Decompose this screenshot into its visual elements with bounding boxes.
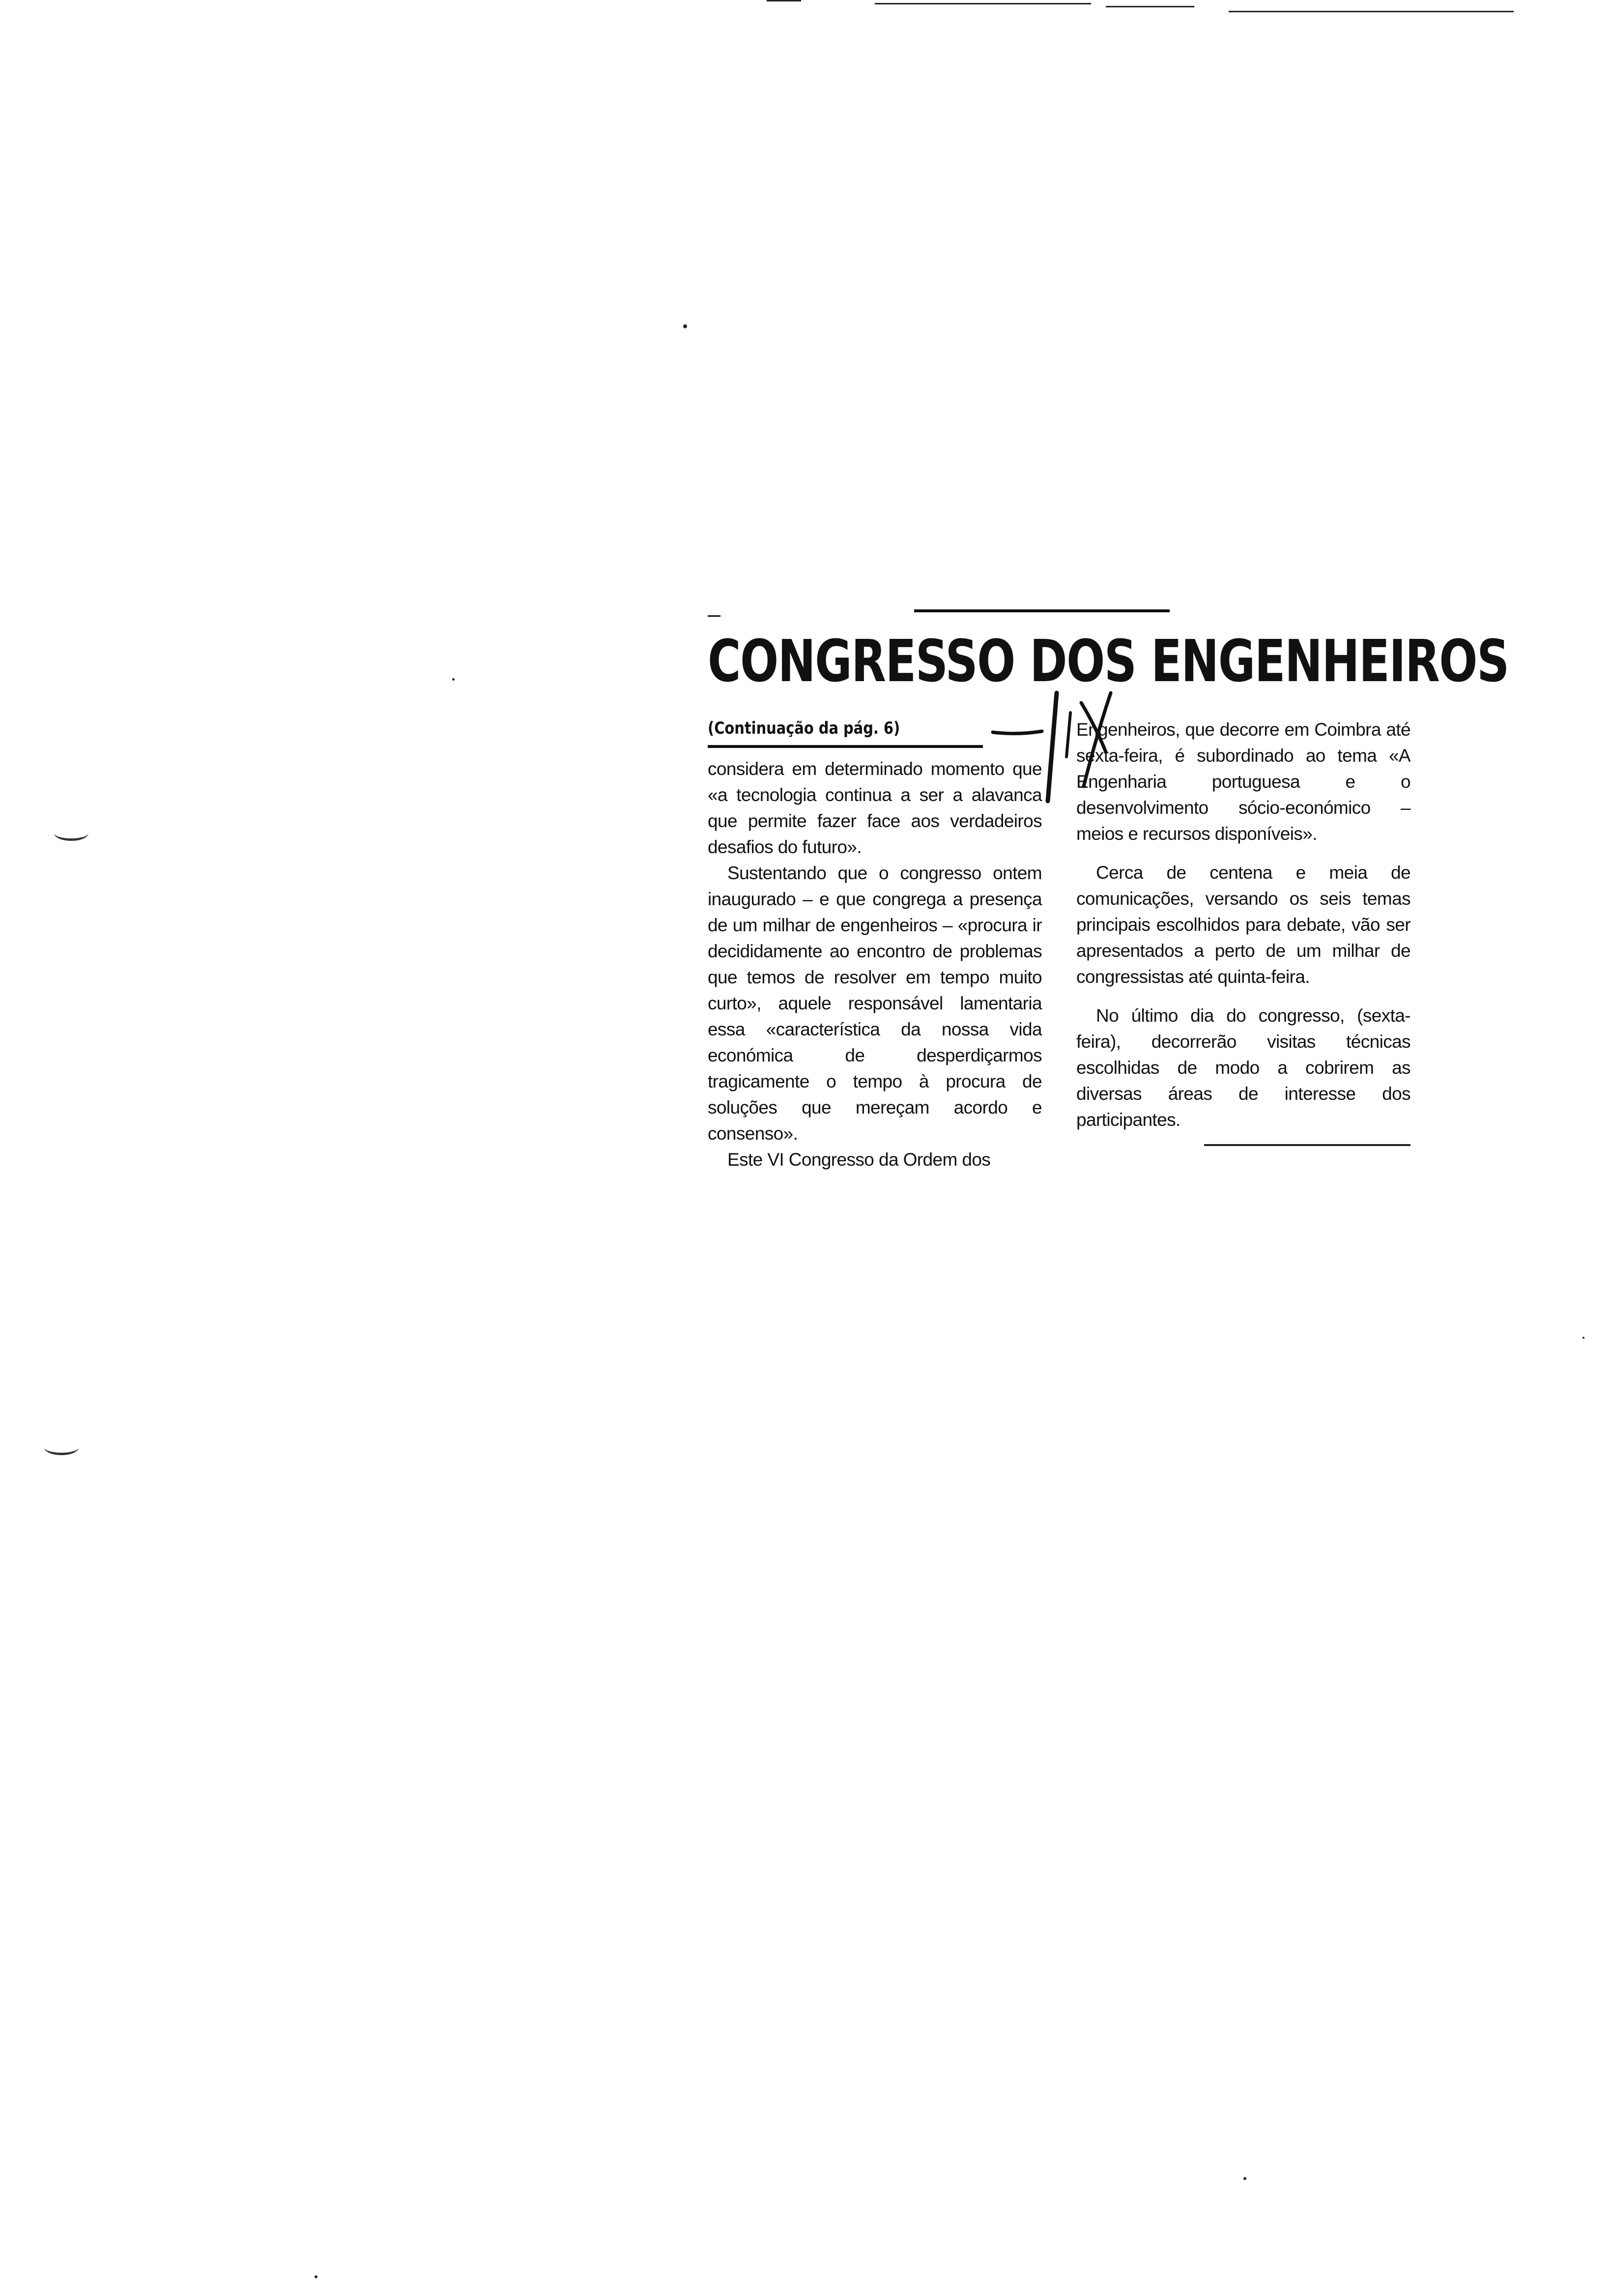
handwritten-scribble bbox=[983, 639, 1130, 806]
scan-line bbox=[1229, 11, 1514, 12]
paragraph: Sustentando que o congresso ontem inaugurado – e que congrega a presença de um milhar de engenheiros – «procura ir decididamente ao encontro de problemas que temos de resolver em tempo muito curto», aquele responsável lamentaria essa «característica da nossa vida económica de desperdiçarmos tragicamente o tempo à procura de soluções que mereçam acordo e consenso». bbox=[708, 863, 1042, 1144]
paragraph: Engenheiros, que decorre em Coimbra até sexta-feira, é subordinado ao tema «A Engenharia portuguesa e o desenvolvimento sócio-económico – meios e recursos disponíveis». bbox=[1076, 719, 1410, 844]
top-rule bbox=[914, 609, 1170, 612]
speck bbox=[452, 678, 455, 681]
paragraph: No último dia do congresso, (sexta-feira), decorrerão visitas técnicas escolhidas de modo a cobrirem as diversas áreas de interesse dos participantes. bbox=[1076, 1005, 1410, 1130]
punch-hole-mark bbox=[44, 1440, 79, 1455]
continuation-rule bbox=[708, 745, 983, 748]
speck bbox=[1583, 1337, 1584, 1339]
bottom-rule bbox=[1204, 1144, 1410, 1146]
top-tick bbox=[708, 615, 720, 617]
scan-line bbox=[1106, 6, 1194, 7]
left-column bbox=[708, 756, 1042, 1173]
newspaper-clipping bbox=[708, 609, 1509, 1170]
continuation-note: (Continuação da pág. 6) bbox=[708, 718, 900, 738]
paragraph: considera em determinado momento que «a tecnologia continua a ser a alavanca que permite fazer face aos verdadeiros desafios do futuro». bbox=[708, 759, 1042, 857]
headline: CONGRESSO DOS ENGENHEIROS bbox=[708, 627, 1509, 695]
paragraph: Este VI Congresso da Ordem dos bbox=[727, 1149, 991, 1170]
punch-hole-mark bbox=[54, 826, 88, 841]
scan-line bbox=[767, 0, 801, 1]
scan-line bbox=[875, 3, 1091, 4]
speck bbox=[315, 2275, 317, 2278]
paragraph: Cerca de centena e meia de comunicações, versando os seis temas principais escolhidos para debate, vão ser apresentados a perto de um milhar de congressistas até quinta-feira. bbox=[1076, 862, 1410, 987]
speck bbox=[1243, 2177, 1246, 2180]
speck bbox=[683, 324, 687, 328]
